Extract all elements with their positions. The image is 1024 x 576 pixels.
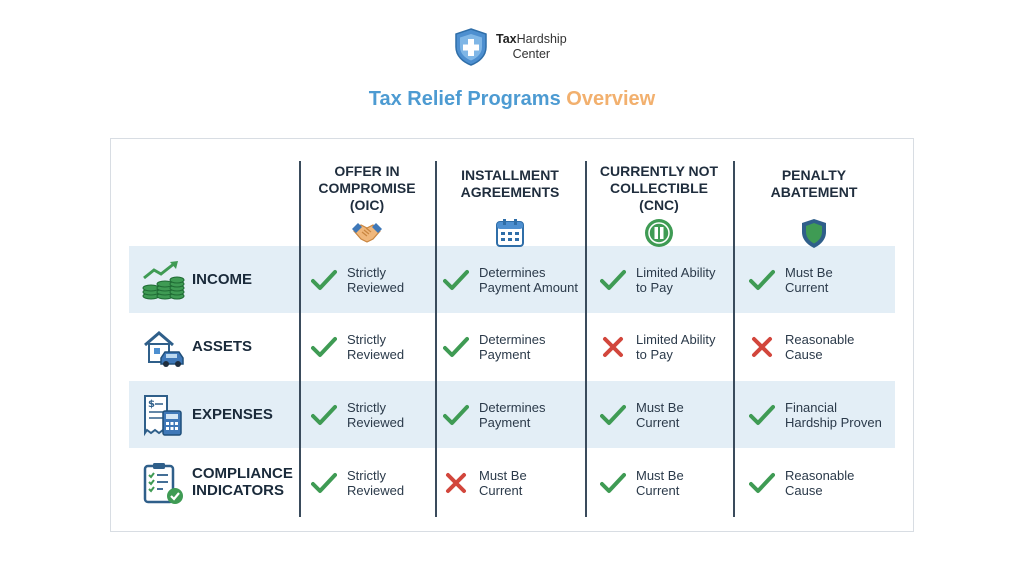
receipt-calculator-icon (141, 393, 185, 437)
handshake-icon (351, 217, 383, 249)
table-row (129, 246, 895, 313)
check-icon (311, 472, 337, 494)
cell-text: Limited Ability to Pay (636, 264, 716, 295)
svg-text:$: $ (148, 399, 155, 410)
row-label: ASSETS (192, 338, 253, 355)
table-cell (443, 381, 585, 448)
brand-name-rest: Hardship (516, 32, 567, 46)
table-cell (749, 246, 895, 313)
check-icon (443, 336, 469, 358)
table-cell (443, 449, 585, 516)
check-icon (443, 269, 469, 291)
column-header (733, 163, 895, 201)
page-title (0, 88, 1024, 111)
table-row (129, 313, 895, 380)
table-cell (600, 381, 733, 448)
column-header (435, 163, 585, 201)
table-cell (749, 313, 895, 380)
cross-icon (443, 472, 469, 494)
table-cell (600, 246, 733, 313)
row-label: COMPLIANCE INDICATORS (192, 465, 293, 499)
cell-text: Must Be Current (785, 264, 833, 295)
brand-name-line2: Center (512, 47, 551, 61)
title-part2: Overview (566, 88, 656, 110)
table-cell (311, 246, 435, 313)
column-divider (733, 161, 735, 517)
cell-text: Limited Ability to Pay (636, 331, 716, 362)
check-icon (600, 404, 626, 426)
cell-text: Determines Payment (479, 331, 546, 362)
table-cell (443, 246, 585, 313)
cell-text: Determines Payment (479, 399, 546, 430)
comparison-table (110, 138, 914, 532)
clipboard-check-icon (141, 461, 185, 505)
table-row (129, 381, 895, 448)
column-divider (299, 161, 301, 517)
check-icon (311, 336, 337, 358)
title-part1: Tax Relief Programs (368, 88, 561, 110)
money-growth-icon (141, 258, 185, 302)
check-icon (600, 269, 626, 291)
column-header-label: CURRENTLY NOT COLLECTIBLE (CNC) (599, 163, 719, 213)
check-icon (600, 472, 626, 494)
check-icon (749, 269, 775, 291)
column-divider (435, 161, 437, 517)
brand-name-bold: Tax (496, 32, 517, 46)
cell-text: Financial Hardship Proven (785, 399, 882, 430)
cell-text: Strictly Reviewed (347, 264, 405, 295)
calendar-icon (494, 217, 526, 249)
table-cell (600, 449, 733, 516)
check-icon (443, 404, 469, 426)
check-icon (749, 404, 775, 426)
check-icon (749, 472, 775, 494)
house-car-icon (141, 325, 185, 369)
cell-text: Must Be Current (479, 467, 527, 498)
table-cell (311, 381, 435, 448)
cell-text: Must Be Current (636, 399, 684, 430)
cell-text: Strictly Reviewed (347, 399, 405, 430)
table-row (129, 449, 895, 516)
shield-cross-logo-icon (454, 28, 488, 66)
column-header (585, 163, 733, 214)
shield-icon (798, 217, 830, 249)
brand-name (496, 32, 567, 62)
column-header-label: PENALTY ABATEMENT (770, 167, 858, 200)
cell-text: Must Be Current (636, 467, 684, 498)
table-cell (749, 449, 895, 516)
row-label: INCOME (192, 271, 252, 288)
cell-text: Strictly Reviewed (347, 467, 405, 498)
table-cell (311, 313, 435, 380)
pause-icon (643, 217, 675, 249)
check-icon (311, 404, 337, 426)
cross-icon (749, 336, 775, 358)
cell-text: Reasonable Cause (785, 331, 855, 362)
cell-text: Determines Payment Amount (479, 264, 578, 295)
table-cell (311, 449, 435, 516)
table-cell (600, 313, 733, 380)
cell-text: Strictly Reviewed (347, 331, 405, 362)
column-header (299, 163, 435, 214)
column-header-label: OFFER IN COMPROMISE (OIC) (318, 163, 416, 213)
brand-logo-group (454, 28, 567, 66)
cell-text: Reasonable Cause (785, 467, 855, 498)
table-cell (749, 381, 895, 448)
table-cell (443, 313, 585, 380)
row-label: EXPENSES (192, 406, 273, 423)
column-divider (585, 161, 587, 517)
cross-icon (600, 336, 626, 358)
column-header-label: INSTALLMENT AGREEMENTS (460, 167, 560, 200)
check-icon (311, 269, 337, 291)
